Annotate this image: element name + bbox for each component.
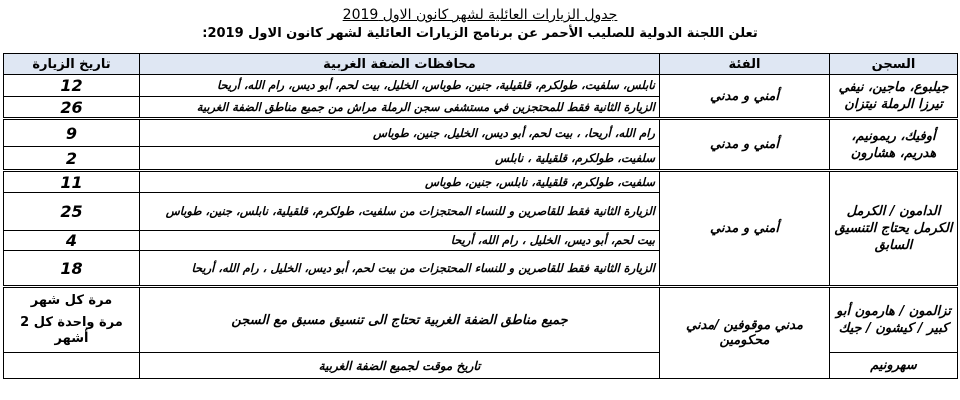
governorates-cell: بيت لحم، أبو ديس، الخليل ، رام الله، أريحا [140,231,660,251]
prison-cell: جيلبوع، ماجين، نيفي تيرزا الرملة نيتزان [830,75,958,119]
category-cell: أمني و مدني [660,75,830,119]
governorates-cell: الزيارة الثانية فقط للمحتجزين في مستشفى سجن الرملة مراش من جميع مناطق الضفة الغربية [140,97,660,119]
governorates-cell: تاريخ موقت لجميع الضفة الغربية [140,353,660,379]
document-subtitle: تعلن اللجنة الدولية للصليب الأحمر عن برنامج الزيارات العائلية لشهر كانون الاول 2019: [202,26,758,41]
header-prison: السجن [830,54,958,75]
header-date: تاريخ الزيارة [4,54,140,75]
date-cell: 12 [4,75,140,97]
table-row [4,171,958,193]
empty-cell [4,353,140,379]
date-cell: 25 [4,193,140,231]
header-row [4,54,958,75]
governorates-cell: سلفيت، طولكرم، قلقيلية، نابلس، جنين، طوباس [140,171,660,193]
table-row [4,287,958,353]
prison-cell: تزالمون / هارمون أبو كبير / كيشون / جيك [830,287,958,353]
document-title: جدول الزيارات العائلية لشهر كانون الاول 2019 [342,7,618,23]
date-cell: 2 [4,147,140,171]
date-cell: 9 [4,119,140,147]
prison-cell: سهرونيم [830,353,958,379]
governorates-cell: الزيارة الثانية فقط للقاصرين و للنساء المحتجزات من بيت لحم، أبو ديس، الخليل ، رام الله، أريحا [140,251,660,287]
frequency-bimonthly: مرة واحدة كل 2 أشهر [20,315,123,346]
header-governorates: محافظات الضفة الغربية [140,54,660,75]
category-cell: أمني و مدني [660,119,830,171]
prison-cell: الدامون / الكرمل الكرمل يحتاج التنسيق السابق [830,171,958,287]
frequency-monthly: مرة كل شهر [30,293,113,308]
date-cell: 26 [4,97,140,119]
date-cell: 11 [4,171,140,193]
governorates-cell: نابلس، سلفيت، طولكرم، قلقيلية، جنين، طوباس، الخليل، بيت لحم، أبو ديس، رام الله، أريحا [140,75,660,97]
date-cell: 18 [4,251,140,287]
category-cell: مدني موقوفين /مدني محكومين [660,287,830,379]
table-row [4,75,958,97]
governorates-cell: رام الله، أريحا، ، بيت لحم، أبو ديس، الخليل، جنين، طوباس [140,119,660,147]
governorates-cell: جميع مناطق الضفة الغربية تحتاج الى تنسيق مسبق مع السجن [140,287,660,353]
prison-cell: أوفيك، ريمونيم، هدريم، هشارون [830,119,958,171]
table-row [4,119,958,147]
frequency-cell [4,287,140,353]
category-cell: أمني و مدني [660,171,830,287]
governorates-cell: الزيارة الثانية فقط للقاصرين و للنساء المحتجزات من سلفيت، طولكرم، قلقيلية، نابلس، جنين، طوباس [140,193,660,231]
governorates-cell: سلفيت، طولكرم، قلقيلية ، نابلس [140,147,660,171]
date-cell: 4 [4,231,140,251]
header-category: الفئة [660,54,830,75]
schedule-table [3,53,958,379]
